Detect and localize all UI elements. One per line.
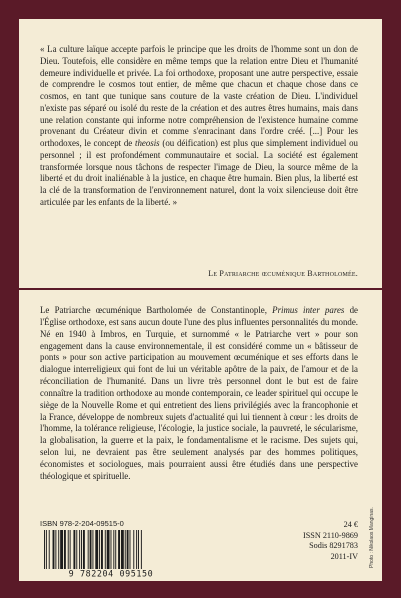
sodis-code: Sodis 8291783	[309, 541, 358, 551]
barcode-image	[40, 530, 182, 578]
barcode-digits: 9 782204 095150	[68, 568, 154, 578]
issn: ISSN 2110-9869	[303, 530, 358, 540]
price: 24 €	[343, 520, 358, 529]
edition-code: 2011-IV	[330, 551, 358, 561]
quote-attribution: Le Patriarche œcuménique Bartholomée.	[208, 269, 358, 278]
barcode-bars	[44, 530, 142, 572]
photo-credit: Photo : Nikolaos Manginas.	[369, 507, 375, 568]
book-description: Le Patriarche œcuménique Bartholomée de Constantinople, Primus inter pares de l'Église orthodoxe, est sans aucun doute l'une des plus influentes personnalités du monde. Né en 1940 à Imbros, en Turquie, et surnommé « le Patriarche vert » pour son engagement dans la cause environnementale, il est considéré comme un « bâtisseur de ponts » pour son active participation au mouvement œcuménique et ses efforts dans le dialogue interreligieux qui font de lui un véritable apôtre de la paix, de l'amour et de la réconciliation de l'humanité. Dans un livre très personnel dont le but est de faire connaître la tradition orthodoxe au monde contemporain, ce leader spirituel qui occupe le siège de la Nouvelle Rome et qui entretient des liens privilégiés avec la francophonie et la France, développe de nombreux sujets d'actualité qui lui tiennent à cœur : les droits de l'homme, la tolérance religieuse, l'écologie, la justice sociale, la pauvreté, le sécularisme, la globalisation, la guerre et la paix, le fondamentalisme et le racisme. Des sujets qui, selon lui, ne devraient pas être seulement analysés par des hommes politiques, économistes et sociologues, mais pourraient aussi être étudiés dans une perspective théologique et spirituelle.	[40, 305, 358, 481]
isbn-label: ISBN 978-2-204-09515-0	[40, 519, 124, 528]
patriarch-quote: « La culture laïque accepte parfois le principe que les droits de l'homme sont un don de Dieu. Toutefois, elle considère en même temps que la relation entre Dieu et l'humanité demeure individuelle et privée. La foi orthodoxe, proposant une autre perspective, essaie de comprendre le cosmos tout entier, de même que chacun et chaque chose dans ce cosmos, en tant que tunique sans couture de la vaste création de Dieu. L'individuel n'existe pas séparé ou isolé du reste de la création et des autres êtres humains, mais dans une relation constante qui informe notre compréhension de l'existence humaine comme provenant du Créateur divin et comme s'enracinant dans l'ordre créé. [...] Pour les orthodoxes, le concept de theosis (ou déification) est plus que simplement individuel ou personnel ; il est profondément communautaire et social. La société est également transformée lorsque nous tâchons de respecter l'image de Dieu, la source même de la liberté et du droit inaliénable à la justice, en chaque être humain. Bien plus, la liberté est la clé de la transformation de l'environnement naturel, dont la voix silencieuse doit être articulée par les enfants de la liberté. »	[40, 44, 358, 207]
separator-rule	[19, 288, 382, 290]
publication-info	[270, 520, 358, 562]
